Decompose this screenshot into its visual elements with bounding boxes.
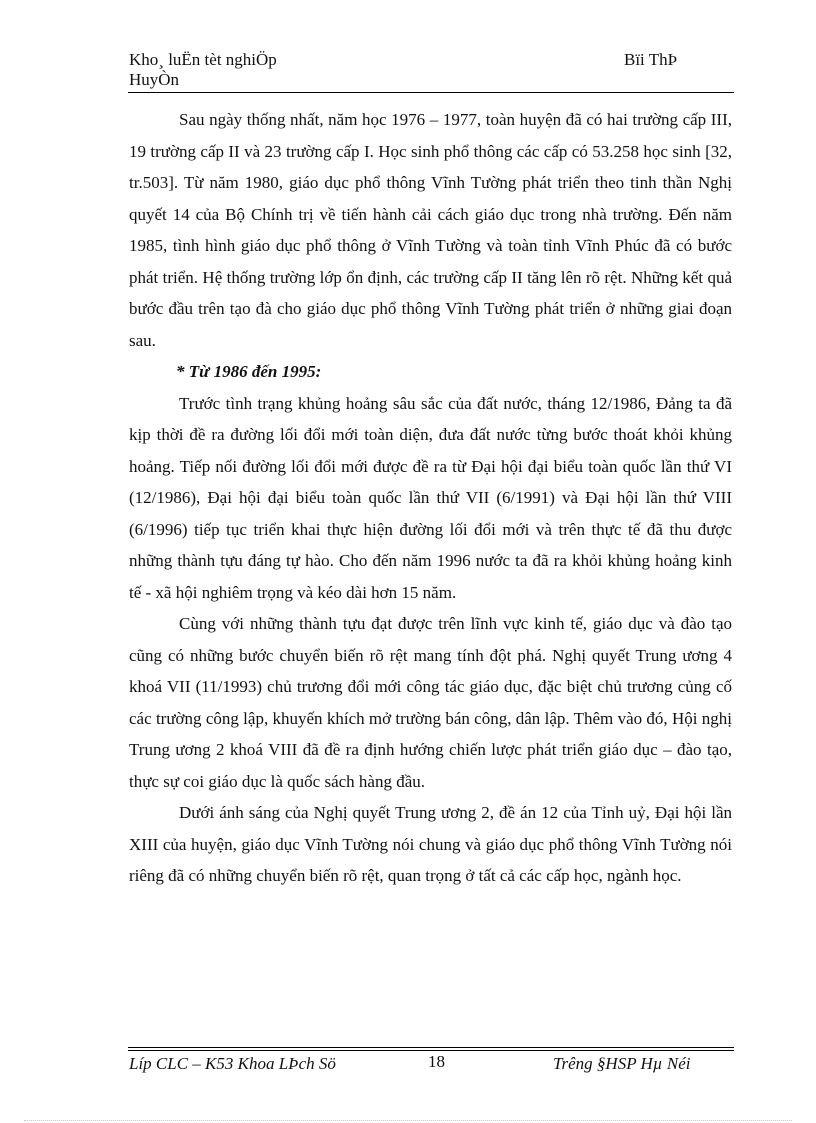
running-header-author: Bïi ThÞ [624,50,678,69]
paragraph: Dưới ánh sáng của Nghị quyết Trung ương 2, đề án 12 của Tỉnh uỷ, Đại hội lần XIII của huyện, giáo dục Vĩnh Tường nói chung và giáo dục phổ thông Vĩnh Tường nói riêng đã có những chuyển biến rõ rệt, quan trọng ở tất cả các cấp học, ngành học. [129,803,732,885]
footer-divider-bottom [128,1050,734,1051]
paragraph: Sau ngày thống nhất, năm học 1976 – 1977, toàn huyện đã có hai trường cấp III, 19 trường cấp II và 23 trường cấp I. Học sinh phổ thông các cấp có 53.258 học sinh [32, tr.503]. Từ năm 1980, giáo dục phổ thông Vĩnh Tường phát triển theo tinh thần Nghị quyết 14 của Bộ Chính trị về tiến hành cải cách giáo dục trong nhà trường. Đến năm 1985, tình hình giáo dục phổ thông ở Vĩnh Tường và toàn tỉnh Vĩnh Phúc đã có bước phát triển. Hệ thống trường lớp ổn định, các trường cấp II tăng lên rõ rệt. Những kết quả bước đầu trên tạo đà cho giáo dục phổ thông Vĩnh Tường phát triển ở những giai đoạn sau. [129,110,732,350]
header-divider [128,92,734,93]
page-number: 18 [428,1052,445,1071]
footer-divider-top [128,1047,734,1048]
page-edge-divider [24,1120,792,1121]
document-body [129,104,732,892]
paragraph: Cùng với những thành tựu đạt được trên lĩnh vực kinh tế, giáo dục và đào tạo cũng có những bước chuyển biến rõ rệt mang tính đột phá. Nghị quyết Trung ương 4 khoá VII (11/1993) chủ trương đổi mới công tác giáo dục, đặc biệt chủ trương củng cố các trường công lập, khuyến khích mở trường bán công, dân lập. Thêm vào đó, Hội nghị Trung ương 2 khoá VIII đã đề ra định hướng chiến lược phát triển giáo dục – đào tạo, thực sự coi giáo dục là quốc sách hàng đầu. [129,614,732,791]
footer-class-info: Líp CLC – K53 Khoa LÞch Sö [129,1054,336,1073]
running-header-left [129,50,459,90]
header-title-line1: Kho¸ luËn tèt nghiÖp [129,50,277,69]
footer-university: Trêng §HSP Hµ Néi [553,1054,691,1073]
header-title-line2: HuyÒn [129,70,180,89]
section-heading: * Từ 1986 đến 1995: [176,362,322,381]
paragraph: Trước tình trạng khủng hoảng sâu sắc của đất nước, tháng 12/1986, Đảng ta đã kịp thời đề ra đường lối đổi mới toàn diện, đưa đất nước từng bước thoát khỏi khủng hoảng. Tiếp nối đường lối đổi mới được đề ra từ Đại hội đại biểu toàn quốc lần thứ VI (12/1986), Đại hội đại biểu toàn quốc lần thứ VII (6/1991) và Đại hội lần thứ VIII (6/1996) tiếp tục triển khai thực hiện đường lối đổi mới và trên thực tế đã thu được những thành tựu đáng tự hào. Cho đến năm 1996 nước ta đã ra khỏi khủng hoảng kinh tế - xã hội nghiêm trọng và kéo dài hơn 15 năm. [129,393,732,602]
